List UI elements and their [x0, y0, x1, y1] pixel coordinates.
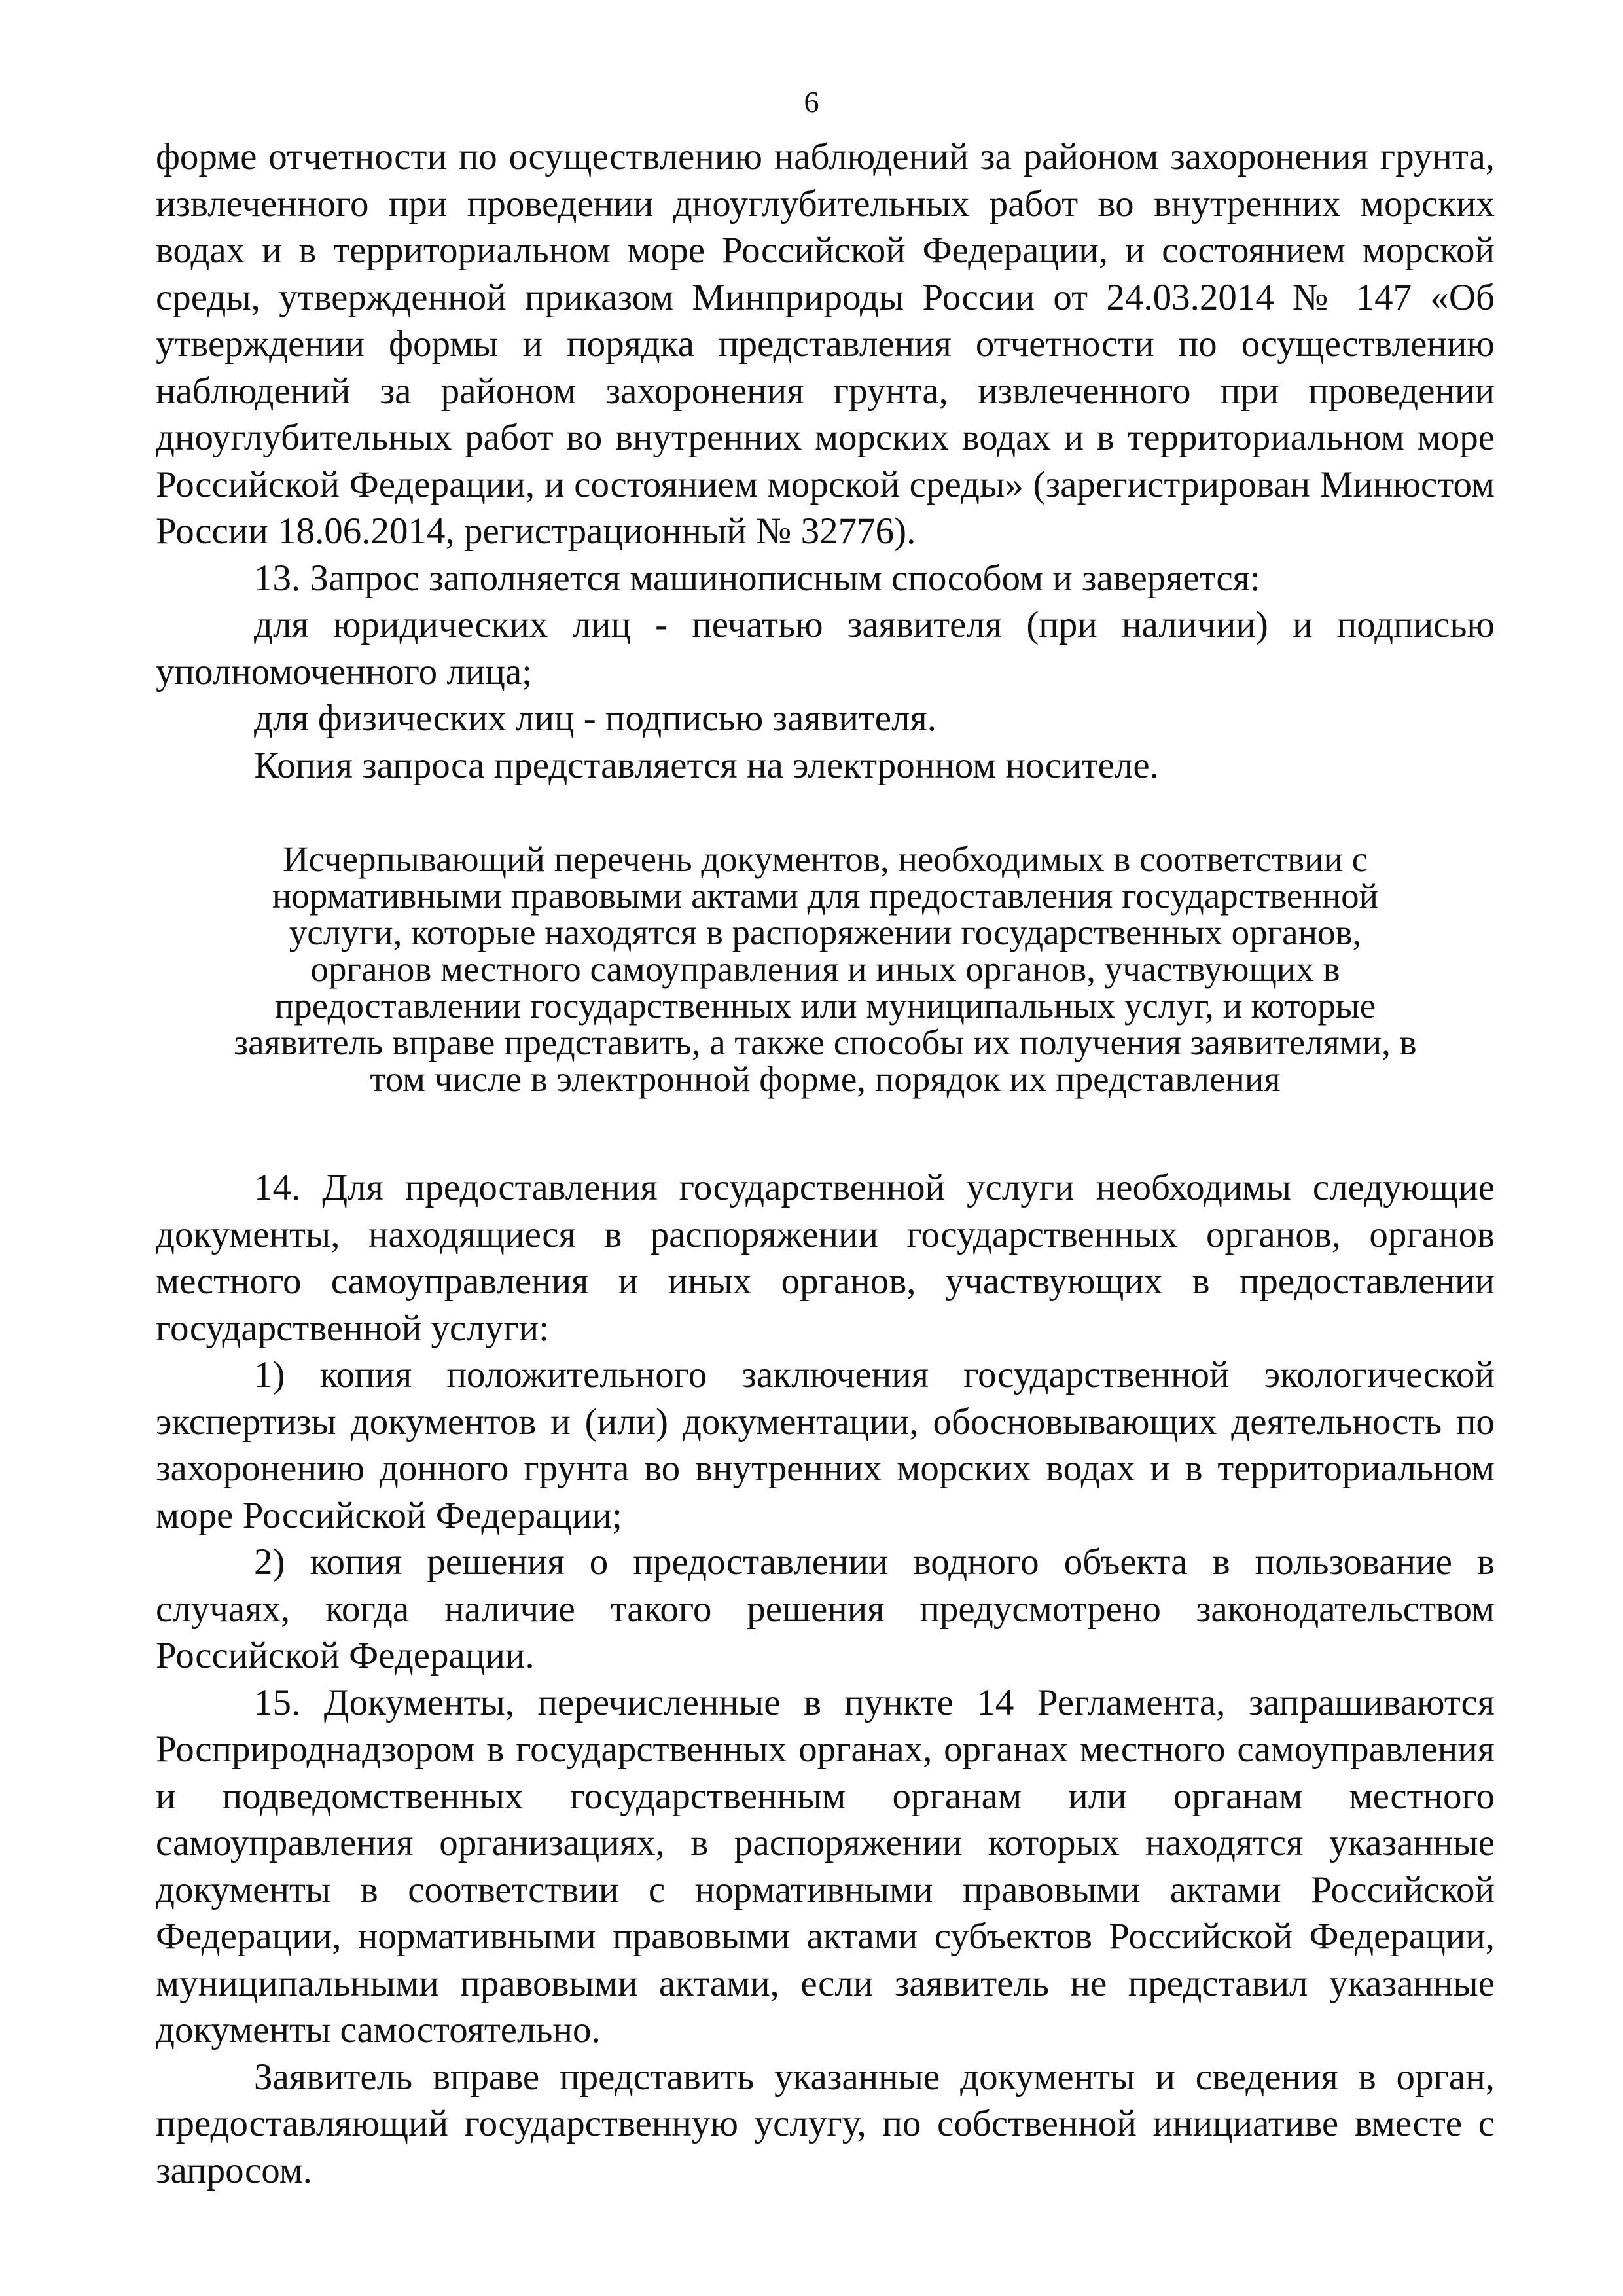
paragraph-15-applicant-right: Заявитель вправе представить указанные документы и сведения в орган, предоставляющий государственную услугу, по собственной инициативе вместе с запросом. — [156, 2056, 1495, 2191]
paragraph-13-request-filling: 13. Запрос заполняется машинописным способом и заверяется: — [254, 557, 1260, 599]
paragraph-13-legal-entities: для юридических лиц - печатью заявителя (при наличии) и подписью уполномоченного лица; — [156, 604, 1495, 692]
paragraph-report-form-reference: форме отчетности по осуществлению наблюдений за районом захоронения грунта, извлеченного при проведении дноуглубительных работ во внутренних морских водах и в территориальном море Российской Федерации, и состоянием морской среды, утвержденной приказом Минприроды России от 24.03.2014 № 147 «Об утверждении формы и порядка представления отчетности по осуществлению наблюдений за районом захоронения грунта, извлеченного при проведении дноуглубительных работ во внутренних морских водах и в территориальном море Российской Федерации, и состоянием морской среды» (зарегистрирован Минюстом России 18.06.2014, регистрационный № 32776). — [156, 136, 1495, 552]
paragraph-14-item-2: 2) копия решения о предоставлении водного объекта в пользование в случаях, когда наличие такого решения предусмотрено законодательством Российской Федерации. — [156, 1541, 1495, 1676]
paragraph-13-electronic-copy: Копия запроса представляется на электронном носителе. — [254, 744, 1159, 786]
section-heading: Исчерпывающий перечень документов, необходимых в соответствии с нормативными правовыми актами для предоставления государственной услуги, которые находятся в распоряжении государственных органов, органов местного самоуправления и иных органов, участвующих в предоставлении государственных или муниципальных услуг, и которые заявитель вправе представить, а также способы их получения заявителями, в том числе в электронной форме, порядок их представления — [234, 839, 1417, 1099]
paragraph-13-individuals: для физических лиц - подписью заявителя. — [254, 698, 937, 739]
paragraph-14-required-documents: 14. Для предоставления государственной услуги необходимы следующие документы, находящиеся в распоряжении государственных органов, органов местного самоуправления и иных органов, участвующих в предоставлении государственной услуги: — [156, 1167, 1495, 1349]
paragraph-14-item-1: 1) копия положительного заключения государственной экологической экспертизы документов и (или) документации, обосновывающих деятельность по захоронению донного грунта во внутренних морских водах и в территориальном море Российской Федерации; — [156, 1354, 1495, 1536]
paragraph-15-document-requests: 15. Документы, перечисленные в пункте 14 Регламента, запрашиваются Росприроднадзором в государственных органах, органах местного самоуправления и подведомственных государственным органам или органам местного самоуправления организациях, в распоряжении которых находятся указанные документы в соответствии с нормативными правовыми актами Российской Федерации, нормативными правовыми актами субъектов Российской Федерации, муниципальными правовыми актами, если заявитель не представил указанные документы самостоятельно. — [156, 1681, 1495, 2051]
page-number: 6 — [804, 85, 819, 118]
document-body — [156, 134, 1495, 2194]
